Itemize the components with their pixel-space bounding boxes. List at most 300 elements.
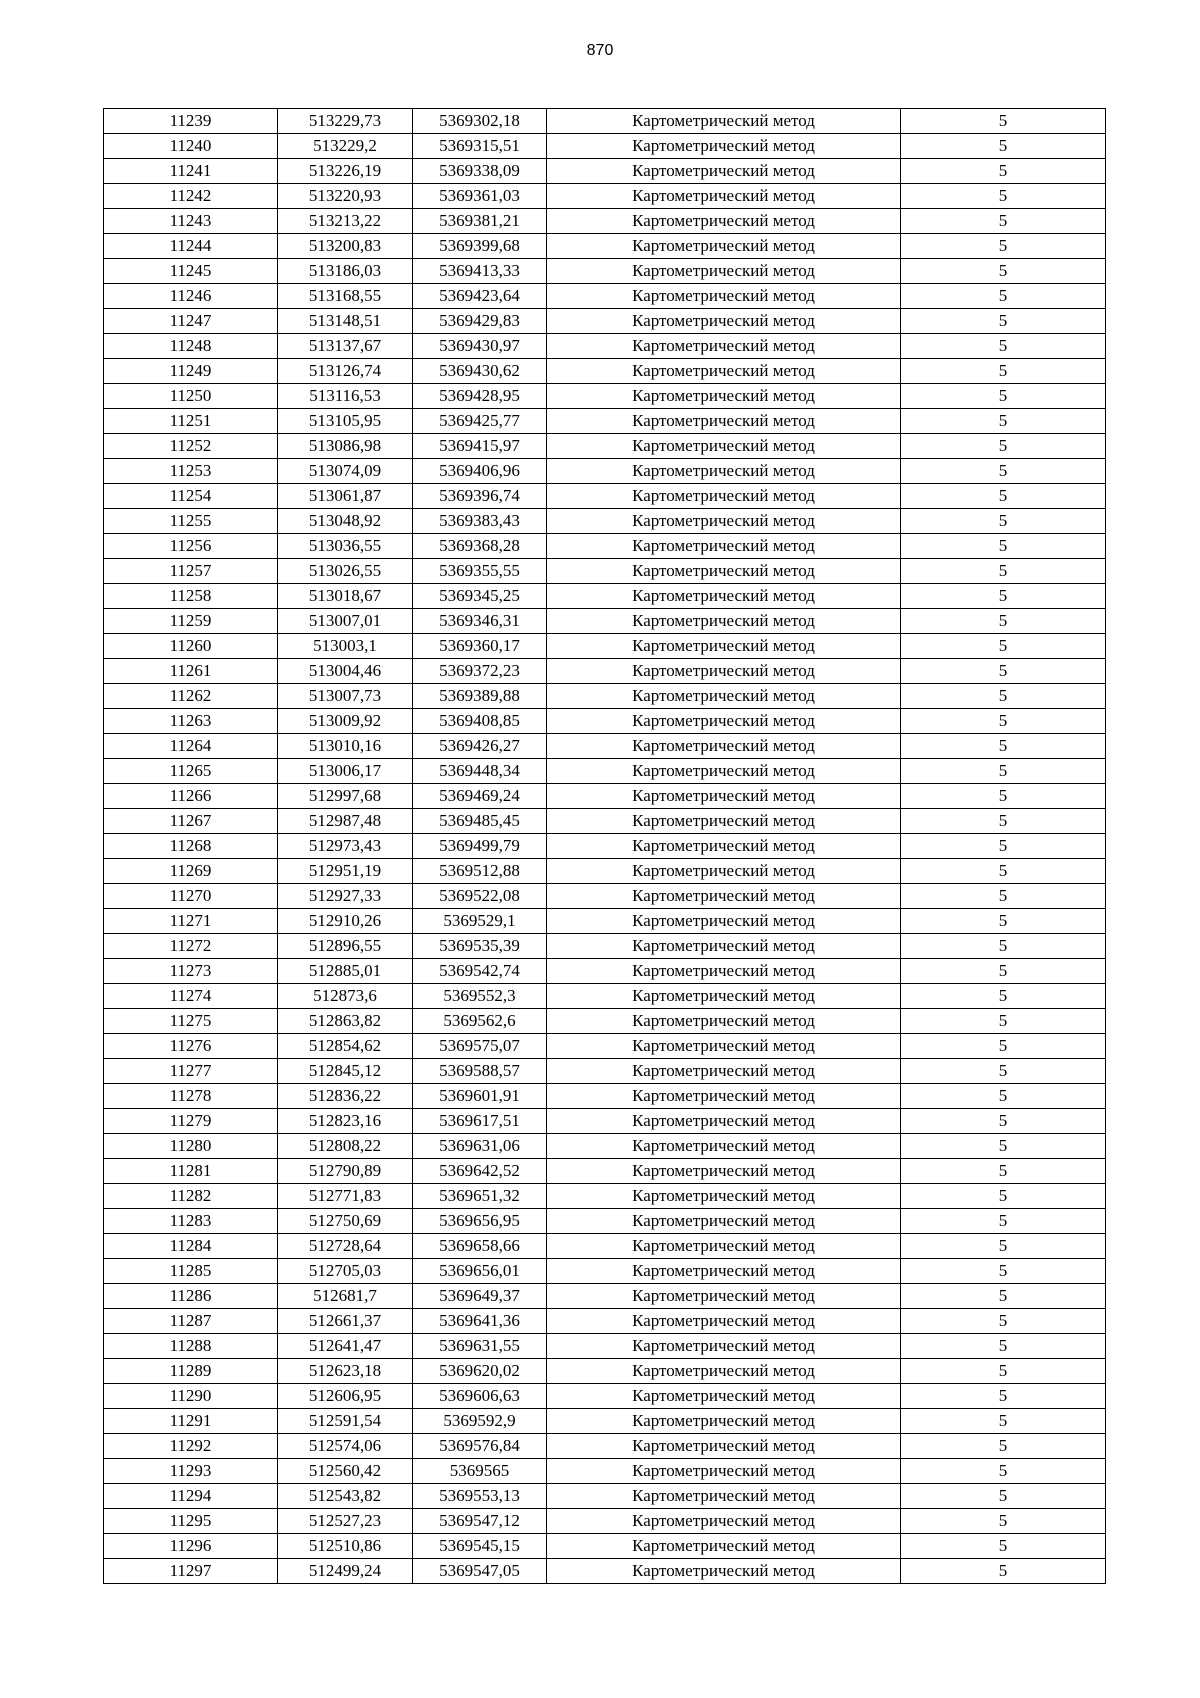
table-row [104,1434,1106,1459]
table-row [104,1034,1106,1059]
y-coordinate-cell: 5369575,07 [413,1034,547,1059]
accuracy-cell: 5 [901,834,1106,859]
point-number-cell: 11267 [104,809,278,834]
y-coordinate-cell: 5369641,36 [413,1309,547,1334]
y-coordinate-cell: 5369368,28 [413,534,547,559]
table-row [104,184,1106,209]
point-number-cell: 11243 [104,209,278,234]
y-coordinate-cell: 5369429,83 [413,309,547,334]
y-coordinate-cell: 5369423,64 [413,284,547,309]
accuracy-cell: 5 [901,1484,1106,1509]
accuracy-cell: 5 [901,784,1106,809]
table-row [104,1534,1106,1559]
y-coordinate-cell: 5369381,21 [413,209,547,234]
table-row [104,409,1106,434]
x-coordinate-cell: 512863,82 [278,1009,413,1034]
point-number-cell: 11292 [104,1434,278,1459]
method-cell: Картометрический метод [547,1109,901,1134]
table-row [104,459,1106,484]
method-cell: Картометрический метод [547,634,901,659]
accuracy-cell: 5 [901,759,1106,784]
method-cell: Картометрический метод [547,1209,901,1234]
table-row [104,284,1106,309]
method-cell: Картометрический метод [547,834,901,859]
table-row [104,909,1106,934]
accuracy-cell: 5 [901,609,1106,634]
x-coordinate-cell: 512623,18 [278,1359,413,1384]
table-body [104,109,1106,1584]
point-number-cell: 11290 [104,1384,278,1409]
y-coordinate-cell: 5369535,39 [413,934,547,959]
table-row [104,1209,1106,1234]
point-number-cell: 11240 [104,134,278,159]
accuracy-cell: 5 [901,309,1106,334]
y-coordinate-cell: 5369430,62 [413,359,547,384]
y-coordinate-cell: 5369512,88 [413,859,547,884]
y-coordinate-cell: 5369469,24 [413,784,547,809]
y-coordinate-cell: 5369355,55 [413,559,547,584]
table-row [104,234,1106,259]
x-coordinate-cell: 512951,19 [278,859,413,884]
method-cell: Картометрический метод [547,459,901,484]
method-cell: Картометрический метод [547,334,901,359]
accuracy-cell: 5 [901,884,1106,909]
x-coordinate-cell: 512896,55 [278,934,413,959]
table-row [104,684,1106,709]
table-row [104,1009,1106,1034]
table-row [104,784,1106,809]
x-coordinate-cell: 513229,73 [278,109,413,134]
table-row [104,834,1106,859]
point-number-cell: 11269 [104,859,278,884]
table-row [104,1559,1106,1584]
y-coordinate-cell: 5369361,03 [413,184,547,209]
y-coordinate-cell: 5369642,52 [413,1159,547,1184]
point-number-cell: 11260 [104,634,278,659]
point-number-cell: 11289 [104,1359,278,1384]
method-cell: Картометрический метод [547,259,901,284]
x-coordinate-cell: 513004,46 [278,659,413,684]
accuracy-cell: 5 [901,359,1106,384]
accuracy-cell: 5 [901,1209,1106,1234]
method-cell: Картометрический метод [547,209,901,234]
y-coordinate-cell: 5369588,57 [413,1059,547,1084]
x-coordinate-cell: 512854,62 [278,1034,413,1059]
y-coordinate-cell: 5369631,06 [413,1134,547,1159]
y-coordinate-cell: 5369345,25 [413,584,547,609]
method-cell: Картометрический метод [547,1009,901,1034]
table-row [104,609,1106,634]
point-number-cell: 11250 [104,384,278,409]
x-coordinate-cell: 513220,93 [278,184,413,209]
x-coordinate-cell: 513006,17 [278,759,413,784]
point-number-cell: 11288 [104,1334,278,1359]
x-coordinate-cell: 513229,2 [278,134,413,159]
accuracy-cell: 5 [901,1459,1106,1484]
accuracy-cell: 5 [901,1534,1106,1559]
point-number-cell: 11270 [104,884,278,909]
accuracy-cell: 5 [901,184,1106,209]
accuracy-cell: 5 [901,1059,1106,1084]
x-coordinate-cell: 512750,69 [278,1209,413,1234]
method-cell: Картометрический метод [547,1434,901,1459]
table-row [104,759,1106,784]
point-number-cell: 11245 [104,259,278,284]
x-coordinate-cell: 512790,89 [278,1159,413,1184]
y-coordinate-cell: 5369658,66 [413,1234,547,1259]
y-coordinate-cell: 5369396,74 [413,484,547,509]
method-cell: Картометрический метод [547,109,901,134]
point-number-cell: 11264 [104,734,278,759]
accuracy-cell: 5 [901,1259,1106,1284]
x-coordinate-cell: 512591,54 [278,1409,413,1434]
method-cell: Картометрический метод [547,1034,901,1059]
accuracy-cell: 5 [901,1159,1106,1184]
accuracy-cell: 5 [901,259,1106,284]
x-coordinate-cell: 513009,92 [278,709,413,734]
y-coordinate-cell: 5369302,18 [413,109,547,134]
accuracy-cell: 5 [901,1509,1106,1534]
point-number-cell: 11248 [104,334,278,359]
method-cell: Картометрический метод [547,934,901,959]
table-row [104,959,1106,984]
table-row [104,1484,1106,1509]
table-row [104,1134,1106,1159]
method-cell: Картометрический метод [547,609,901,634]
accuracy-cell: 5 [901,159,1106,184]
table-row [104,1109,1106,1134]
method-cell: Картометрический метод [547,884,901,909]
method-cell: Картометрический метод [547,384,901,409]
y-coordinate-cell: 5369426,27 [413,734,547,759]
method-cell: Картометрический метод [547,134,901,159]
y-coordinate-cell: 5369529,1 [413,909,547,934]
method-cell: Картометрический метод [547,909,901,934]
point-number-cell: 11286 [104,1284,278,1309]
x-coordinate-cell: 513061,87 [278,484,413,509]
method-cell: Картометрический метод [547,759,901,784]
point-number-cell: 11256 [104,534,278,559]
x-coordinate-cell: 513036,55 [278,534,413,559]
y-coordinate-cell: 5369413,33 [413,259,547,284]
x-coordinate-cell: 513137,67 [278,334,413,359]
x-coordinate-cell: 512873,6 [278,984,413,1009]
y-coordinate-cell: 5369399,68 [413,234,547,259]
table-row [104,359,1106,384]
point-number-cell: 11263 [104,709,278,734]
x-coordinate-cell: 512885,01 [278,959,413,984]
x-coordinate-cell: 513007,73 [278,684,413,709]
point-number-cell: 11295 [104,1509,278,1534]
accuracy-cell: 5 [901,559,1106,584]
method-cell: Картометрический метод [547,284,901,309]
table-row [104,1084,1106,1109]
y-coordinate-cell: 5369428,95 [413,384,547,409]
accuracy-cell: 5 [901,1559,1106,1584]
point-number-cell: 11268 [104,834,278,859]
method-cell: Картометрический метод [547,409,901,434]
point-number-cell: 11293 [104,1459,278,1484]
x-coordinate-cell: 512910,26 [278,909,413,934]
y-coordinate-cell: 5369430,97 [413,334,547,359]
table-row [104,309,1106,334]
table-row [104,859,1106,884]
x-coordinate-cell: 513086,98 [278,434,413,459]
table-row [104,1359,1106,1384]
point-number-cell: 11241 [104,159,278,184]
method-cell: Картометрический метод [547,1184,901,1209]
point-number-cell: 11272 [104,934,278,959]
table-row [104,434,1106,459]
method-cell: Картометрический метод [547,509,901,534]
table-row [104,1234,1106,1259]
accuracy-cell: 5 [901,1234,1106,1259]
point-number-cell: 11266 [104,784,278,809]
table-row [104,1309,1106,1334]
method-cell: Картометрический метод [547,734,901,759]
accuracy-cell: 5 [901,709,1106,734]
point-number-cell: 11282 [104,1184,278,1209]
point-number-cell: 11242 [104,184,278,209]
table-row [104,159,1106,184]
point-number-cell: 11291 [104,1409,278,1434]
x-coordinate-cell: 512574,06 [278,1434,413,1459]
accuracy-cell: 5 [901,1084,1106,1109]
x-coordinate-cell: 513213,22 [278,209,413,234]
y-coordinate-cell: 5369545,15 [413,1534,547,1559]
y-coordinate-cell: 5369617,51 [413,1109,547,1134]
method-cell: Картометрический метод [547,1459,901,1484]
x-coordinate-cell: 513003,1 [278,634,413,659]
method-cell: Картометрический метод [547,1259,901,1284]
y-coordinate-cell: 5369499,79 [413,834,547,859]
method-cell: Картометрический метод [547,1509,901,1534]
x-coordinate-cell: 513026,55 [278,559,413,584]
point-number-cell: 11277 [104,1059,278,1084]
y-coordinate-cell: 5369547,05 [413,1559,547,1584]
accuracy-cell: 5 [901,1134,1106,1159]
accuracy-cell: 5 [901,1034,1106,1059]
y-coordinate-cell: 5369656,95 [413,1209,547,1234]
table-row [104,1409,1106,1434]
point-number-cell: 11258 [104,584,278,609]
accuracy-cell: 5 [901,1109,1106,1134]
point-number-cell: 11261 [104,659,278,684]
y-coordinate-cell: 5369485,45 [413,809,547,834]
table-row [104,1384,1106,1409]
method-cell: Картометрический метод [547,1159,901,1184]
method-cell: Картометрический метод [547,559,901,584]
accuracy-cell: 5 [901,509,1106,534]
table-row [104,484,1106,509]
method-cell: Картометрический метод [547,1384,901,1409]
accuracy-cell: 5 [901,1184,1106,1209]
accuracy-cell: 5 [901,584,1106,609]
x-coordinate-cell: 512973,43 [278,834,413,859]
point-number-cell: 11276 [104,1034,278,1059]
accuracy-cell: 5 [901,659,1106,684]
x-coordinate-cell: 512808,22 [278,1134,413,1159]
y-coordinate-cell: 5369620,02 [413,1359,547,1384]
method-cell: Картометрический метод [547,1559,901,1584]
method-cell: Картометрический метод [547,1084,901,1109]
accuracy-cell: 5 [901,734,1106,759]
table-row [104,1184,1106,1209]
y-coordinate-cell: 5369552,3 [413,984,547,1009]
point-number-cell: 11255 [104,509,278,534]
table-row [104,934,1106,959]
method-cell: Картометрический метод [547,984,901,1009]
point-number-cell: 11257 [104,559,278,584]
accuracy-cell: 5 [901,484,1106,509]
x-coordinate-cell: 512771,83 [278,1184,413,1209]
accuracy-cell: 5 [901,334,1106,359]
method-cell: Картометрический метод [547,534,901,559]
accuracy-cell: 5 [901,909,1106,934]
accuracy-cell: 5 [901,809,1106,834]
x-coordinate-cell: 513116,53 [278,384,413,409]
accuracy-cell: 5 [901,384,1106,409]
y-coordinate-cell: 5369553,13 [413,1484,547,1509]
coordinates-table [103,108,1106,1584]
table-row [104,1459,1106,1484]
y-coordinate-cell: 5369383,43 [413,509,547,534]
y-coordinate-cell: 5369651,32 [413,1184,547,1209]
accuracy-cell: 5 [901,209,1106,234]
y-coordinate-cell: 5369656,01 [413,1259,547,1284]
y-coordinate-cell: 5369606,63 [413,1384,547,1409]
point-number-cell: 11262 [104,684,278,709]
accuracy-cell: 5 [901,284,1106,309]
x-coordinate-cell: 512705,03 [278,1259,413,1284]
y-coordinate-cell: 5369562,6 [413,1009,547,1034]
x-coordinate-cell: 512499,24 [278,1559,413,1584]
table-row [104,509,1106,534]
table-row [104,734,1106,759]
accuracy-cell: 5 [901,459,1106,484]
y-coordinate-cell: 5369346,31 [413,609,547,634]
point-number-cell: 11271 [104,909,278,934]
point-number-cell: 11273 [104,959,278,984]
point-number-cell: 11252 [104,434,278,459]
point-number-cell: 11275 [104,1009,278,1034]
point-number-cell: 11244 [104,234,278,259]
accuracy-cell: 5 [901,409,1106,434]
accuracy-cell: 5 [901,1284,1106,1309]
point-number-cell: 11265 [104,759,278,784]
method-cell: Картометрический метод [547,184,901,209]
point-number-cell: 11281 [104,1159,278,1184]
table-row [104,109,1106,134]
table-row [104,559,1106,584]
method-cell: Картометрический метод [547,959,901,984]
x-coordinate-cell: 513186,03 [278,259,413,284]
y-coordinate-cell: 5369448,34 [413,759,547,784]
x-coordinate-cell: 513168,55 [278,284,413,309]
point-number-cell: 11296 [104,1534,278,1559]
x-coordinate-cell: 513200,83 [278,234,413,259]
x-coordinate-cell: 512606,95 [278,1384,413,1409]
x-coordinate-cell: 513018,67 [278,584,413,609]
y-coordinate-cell: 5369360,17 [413,634,547,659]
point-number-cell: 11249 [104,359,278,384]
point-number-cell: 11253 [104,459,278,484]
accuracy-cell: 5 [901,959,1106,984]
point-number-cell: 11239 [104,109,278,134]
method-cell: Картометрический метод [547,484,901,509]
method-cell: Картометрический метод [547,1359,901,1384]
accuracy-cell: 5 [901,1434,1106,1459]
method-cell: Картометрический метод [547,859,901,884]
point-number-cell: 11251 [104,409,278,434]
x-coordinate-cell: 513010,16 [278,734,413,759]
method-cell: Картометрический метод [547,434,901,459]
method-cell: Картометрический метод [547,1534,901,1559]
table-row [104,709,1106,734]
y-coordinate-cell: 5369592,9 [413,1409,547,1434]
accuracy-cell: 5 [901,1409,1106,1434]
method-cell: Картометрический метод [547,584,901,609]
table-row [104,1509,1106,1534]
y-coordinate-cell: 5369565 [413,1459,547,1484]
method-cell: Картометрический метод [547,659,901,684]
table-row [104,334,1106,359]
accuracy-cell: 5 [901,234,1106,259]
accuracy-cell: 5 [901,1359,1106,1384]
table-row [104,634,1106,659]
method-cell: Картометрический метод [547,1309,901,1334]
method-cell: Картометрический метод [547,1059,901,1084]
table-row [104,659,1106,684]
point-number-cell: 11283 [104,1209,278,1234]
point-number-cell: 11285 [104,1259,278,1284]
point-number-cell: 11287 [104,1309,278,1334]
table-row [104,384,1106,409]
x-coordinate-cell: 512510,86 [278,1534,413,1559]
y-coordinate-cell: 5369425,77 [413,409,547,434]
table-row [104,884,1106,909]
y-coordinate-cell: 5369547,12 [413,1509,547,1534]
table-row [104,259,1106,284]
method-cell: Картометрический метод [547,309,901,334]
y-coordinate-cell: 5369406,96 [413,459,547,484]
table-row [104,809,1106,834]
accuracy-cell: 5 [901,934,1106,959]
accuracy-cell: 5 [901,534,1106,559]
accuracy-cell: 5 [901,634,1106,659]
x-coordinate-cell: 512641,47 [278,1334,413,1359]
y-coordinate-cell: 5369315,51 [413,134,547,159]
y-coordinate-cell: 5369372,23 [413,659,547,684]
point-number-cell: 11294 [104,1484,278,1509]
accuracy-cell: 5 [901,1334,1106,1359]
method-cell: Картометрический метод [547,784,901,809]
accuracy-cell: 5 [901,109,1106,134]
x-coordinate-cell: 512927,33 [278,884,413,909]
point-number-cell: 11259 [104,609,278,634]
x-coordinate-cell: 513148,51 [278,309,413,334]
point-number-cell: 11274 [104,984,278,1009]
point-number-cell: 11284 [104,1234,278,1259]
method-cell: Картометрический метод [547,809,901,834]
table-row [104,984,1106,1009]
method-cell: Картометрический метод [547,1409,901,1434]
x-coordinate-cell: 512527,23 [278,1509,413,1534]
table-row [104,134,1106,159]
x-coordinate-cell: 512987,48 [278,809,413,834]
method-cell: Картометрический метод [547,1234,901,1259]
y-coordinate-cell: 5369601,91 [413,1084,547,1109]
